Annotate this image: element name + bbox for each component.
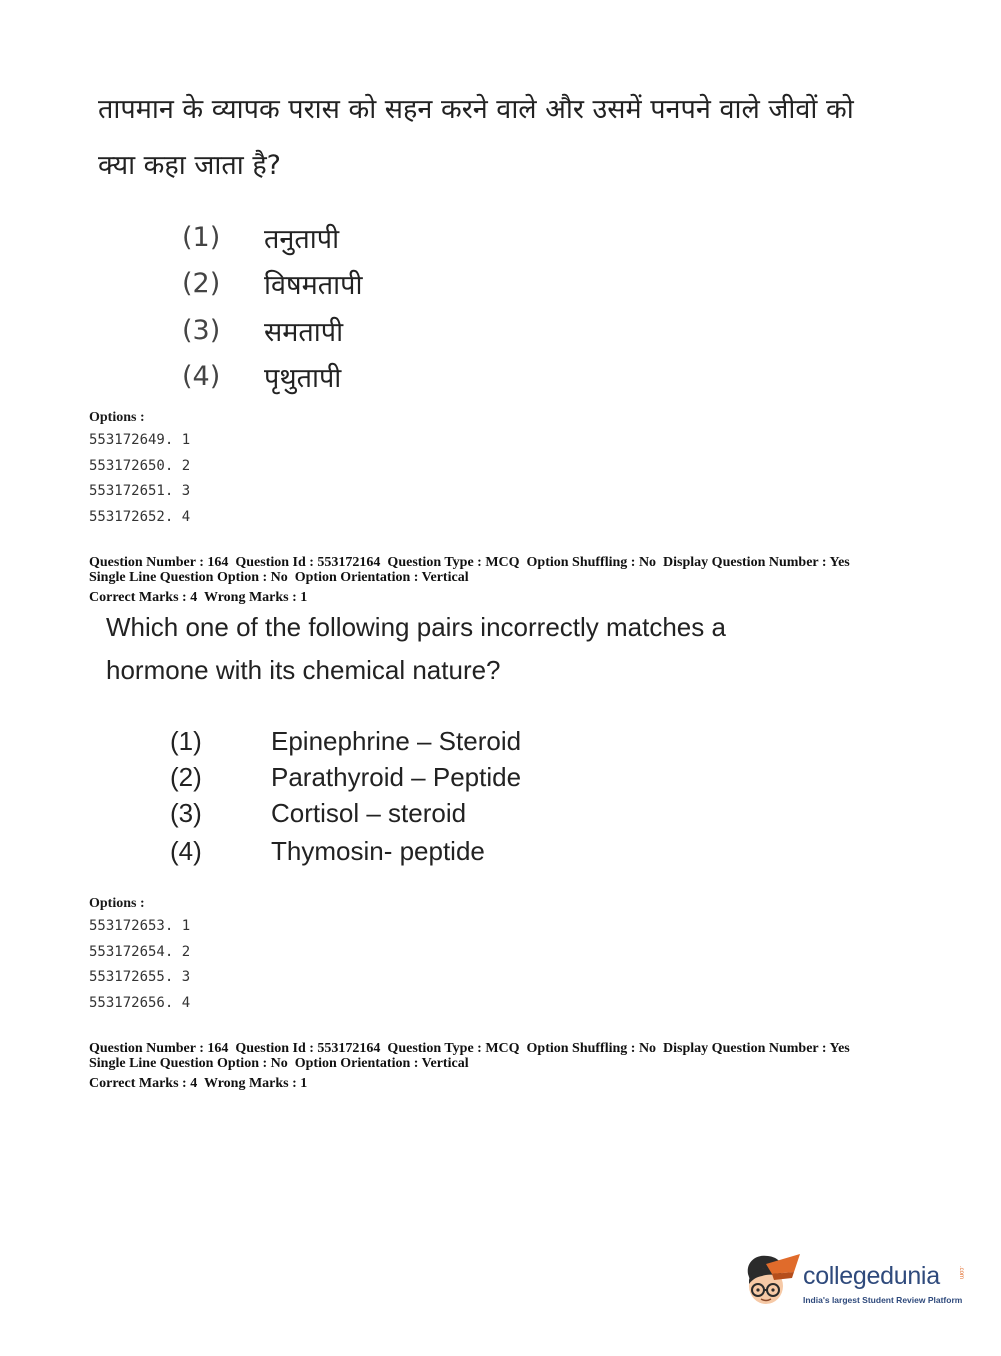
meta-marks: Correct Marks : 4 Wrong Marks : 1	[89, 1076, 308, 1091]
option-number: (3)	[182, 314, 221, 346]
option-number: (2)	[182, 268, 221, 300]
question-1-text: तापमान के व्यापक परास को सहन करने वाले और उसमें पनपने वाले जीवों को क्या कहा जाता है?	[98, 94, 854, 181]
question-2-options	[170, 723, 521, 870]
option-item	[170, 795, 521, 832]
option-number: (1)	[170, 725, 202, 756]
question-1-meta	[89, 555, 929, 605]
question-1-option-ids	[89, 408, 389, 530]
option-label: पृथुतापी	[264, 363, 342, 395]
option-number: (4)	[182, 361, 221, 393]
option-item	[182, 307, 362, 354]
option-id-line: 553172652. 4	[89, 508, 191, 525]
logo-tagline: India's largest Student Review Platform	[803, 1295, 963, 1305]
mascot-icon	[742, 1250, 800, 1310]
option-number: (2)	[170, 761, 202, 792]
logo-wordmark: collegedunia	[803, 1262, 940, 1290]
question-2-option-ids	[89, 894, 389, 1016]
option-item	[182, 261, 362, 308]
option-number: (1)	[182, 221, 221, 253]
meta-line-1: Question Number : 164 Question Id : 553172164 Question Type : MCQ Option Shuffling : No Display Question Number : Yes	[89, 1041, 850, 1056]
option-item	[170, 759, 521, 795]
option-item	[182, 354, 362, 401]
option-number: (3)	[170, 798, 202, 828]
option-id-line: 553172649. 1	[89, 432, 191, 448]
option-label: समतापी	[264, 316, 344, 348]
option-label: विषमतापी	[264, 270, 363, 302]
option-label: Cortisol – steroid	[271, 798, 467, 828]
meta-line-2: Single Line Question Option : No Option Orientation : Vertical	[89, 570, 469, 585]
option-id-line: 553172653. 1	[89, 918, 191, 934]
option-label: Parathyroid – Peptide	[271, 761, 522, 792]
question-2-text: Which one of the following pairs incorrectly matches a hormone with its chemical nature?	[106, 612, 726, 685]
option-label: तनुतापी	[264, 223, 340, 255]
option-item	[170, 832, 521, 870]
option-id-line: 553172650. 2	[89, 457, 191, 474]
question-2-meta	[89, 1041, 929, 1091]
collegedunia-logo	[742, 1250, 972, 1320]
meta-line-2: Single Line Question Option : No Option Orientation : Vertical	[89, 1056, 469, 1071]
option-id-line: 553172651. 3	[89, 483, 191, 499]
meta-marks: Correct Marks : 4 Wrong Marks : 1	[89, 590, 308, 605]
option-id-line: 553172655. 3	[89, 969, 191, 985]
option-id-line: 553172656. 4	[89, 994, 191, 1011]
question-1-options	[182, 214, 362, 400]
option-item	[182, 214, 362, 261]
option-label: Epinephrine – Steroid	[271, 725, 522, 756]
option-item	[170, 723, 521, 759]
meta-line-1: Question Number : 164 Question Id : 553172164 Question Type : MCQ Option Shuffling : No Display Question Number : Yes	[89, 555, 850, 570]
options-heading: Options :	[89, 896, 145, 911]
logo-com: .com	[958, 1266, 964, 1280]
option-id-line: 553172654. 2	[89, 943, 191, 960]
option-number: (4)	[170, 835, 202, 866]
option-label: Thymosin- peptide	[271, 835, 485, 866]
options-heading: Options :	[89, 410, 145, 425]
